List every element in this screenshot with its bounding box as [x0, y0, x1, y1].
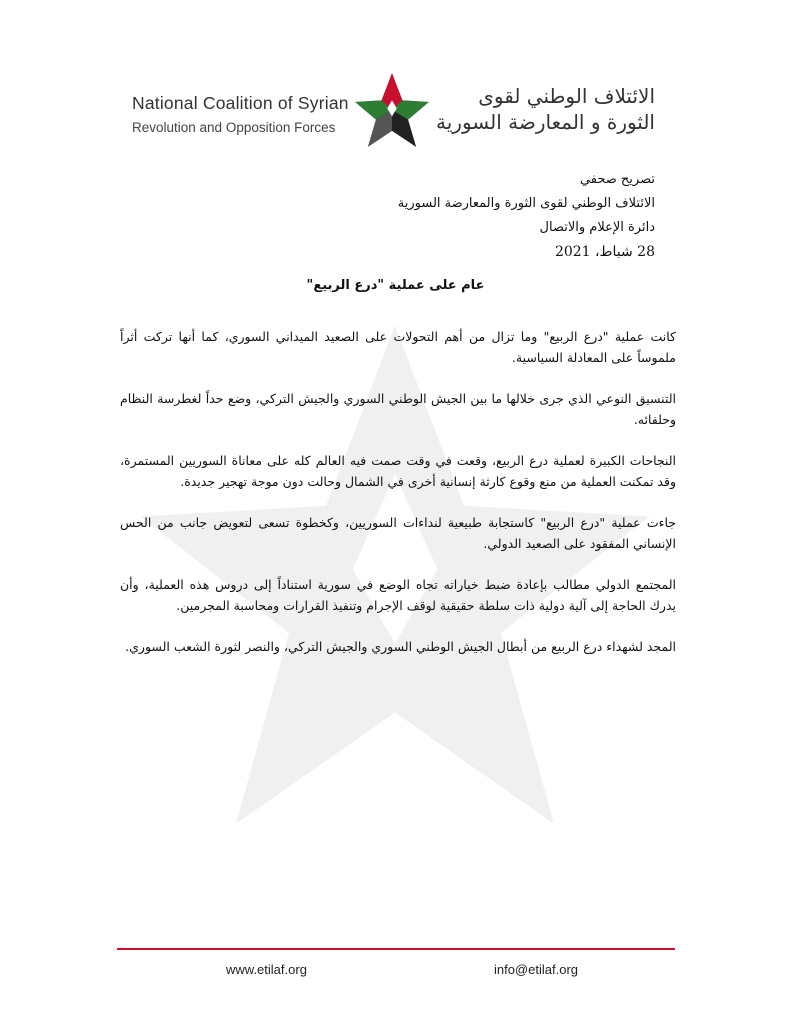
paragraph: المجد لشهداء درع الربيع من أبطال الجيش الوطني السوري والجيش التركي، والنصر لثورة الشعب السوري. [125, 639, 676, 654]
paragraph: التنسيق النوعي الذي جرى خلالها ما بين الجيش الوطني السوري والجيش التركي، وضع حداً لغطرسة النظام وحلفائه. [120, 391, 676, 427]
letterhead [0, 68, 791, 158]
email-link[interactable]: info@etilaf.org [494, 962, 579, 977]
coalition-star-logo-icon [350, 70, 434, 150]
paragraph: جاءت عملية "درع الربيع" كاستجابة طبيعية لنداءات السوريين، وكخطوة تسعى لتعويض جانب من الحس الإنساني المفقود على الصعيد الدولي. [120, 515, 676, 551]
department: دائرة الإعلام والاتصال [539, 220, 655, 235]
org-name-english [132, 93, 349, 135]
paragraph: النجاحات الكبيرة لعملية درع الربيع، وقعت في وقت صمت فيه العالم كله على معاناة السوريين المستمرة، وقد تمكنت العملية من منع وقوع كارثة إنسانية أخرى في الشمال وحالت دون موجة تهجير جديدة. [120, 453, 676, 489]
issuer: الائتلاف الوطني لقوى الثورة والمعارضة السورية [397, 196, 655, 211]
statement-body [120, 326, 676, 677]
statement-title: عام على عملية "درع الربيع" [306, 278, 485, 293]
document-type: تصريح صحفي [579, 172, 655, 187]
org-name-en-line1: National Coalition of Syrian [132, 93, 349, 113]
org-name-ar-line1: الائتلاف الوطني لقوى [478, 84, 655, 108]
website-link[interactable]: www.etilaf.org [226, 962, 307, 977]
footer-divider [117, 948, 675, 950]
org-name-ar-line2: الثورة و المعارضة السورية [436, 110, 655, 134]
org-name-en-line2: Revolution and Opposition Forces [132, 120, 336, 135]
org-name-arabic [436, 84, 655, 134]
statement-date: 28 شباط، 2021 [554, 244, 655, 260]
paragraph: كانت عملية "درع الربيع" وما تزال من أهم التحولات على الصعيد الميداني السوري، كما أنها تركت أثراً ملموساً على المعادلة السياسية. [120, 329, 676, 365]
statement-meta [398, 168, 655, 264]
paragraph: المجتمع الدولي مطالب بإعادة ضبط خياراته تجاه الوضع في سورية استناداً إلى دروس هذه العملية، وأن يدرك الحاجة إلى آلية دولية ذات سلطة حقيقية لوقف الإجرام وتنفيذ القرارات ومحاسبة المجرمين. [120, 577, 676, 613]
